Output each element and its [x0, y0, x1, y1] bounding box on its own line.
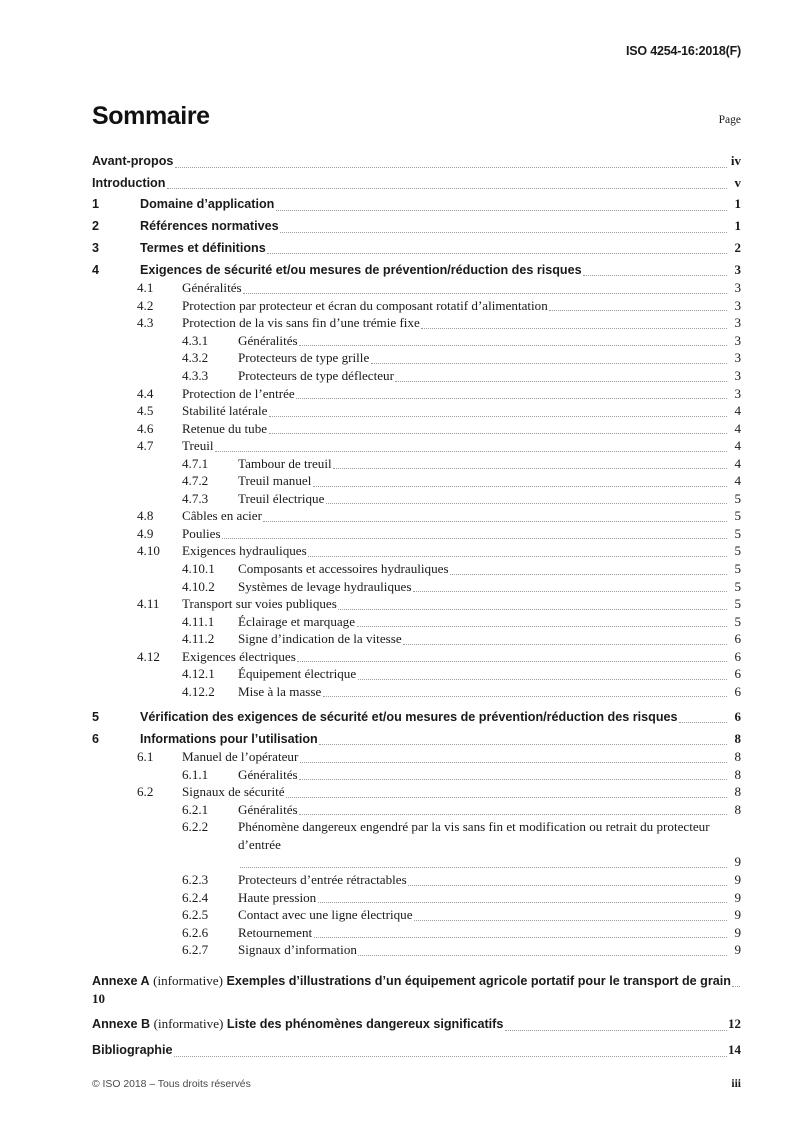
toc-entry[interactable]	[92, 239, 741, 258]
toc-entry-number: 4.7.1	[182, 455, 209, 471]
toc-entry-body	[182, 279, 741, 297]
toc-entry-number: 4.3.3	[182, 367, 209, 383]
toc-entry-number: 6.2.6	[182, 924, 209, 940]
toc-entry-number: 5	[92, 709, 100, 724]
toc-entry-body	[238, 630, 741, 648]
toc-entry[interactable]	[92, 195, 741, 214]
toc-leader-dots	[296, 398, 726, 399]
toc-entry-body	[238, 889, 741, 907]
toc-entry[interactable]	[92, 490, 741, 508]
toc-leader-dots	[318, 902, 727, 903]
toc-entry-body	[238, 906, 741, 924]
toc-entry-body	[140, 708, 741, 727]
toc-leader-dots	[314, 937, 727, 938]
toc-leader-dots	[174, 1056, 727, 1057]
toc-leader-dots	[313, 486, 727, 487]
toc-leader-dots	[583, 275, 726, 276]
toc-entry[interactable]	[92, 367, 741, 385]
toc-leader-dots	[299, 814, 726, 815]
toc-entry[interactable]	[92, 437, 741, 455]
toc-entry-number: 4.7.2	[182, 473, 209, 489]
toc-leader-dots	[371, 363, 727, 364]
toc-entry[interactable]	[92, 332, 741, 350]
toc-entry-label: Introduction	[92, 175, 166, 190]
toc-leader-dots	[450, 574, 726, 575]
toc-entry-label: Mise à la masse	[238, 683, 322, 699]
toc-annex-body	[92, 1015, 741, 1034]
toc-annex-entry[interactable]	[92, 972, 741, 1008]
toc-entry[interactable]	[92, 630, 741, 648]
toc-entry-number: 6.2.2	[182, 819, 209, 835]
toc-entry-label: Vérification des exigences de sécurité et/ou mesures de prévention/réduction des risques	[140, 709, 678, 724]
toc-leader-dots	[297, 661, 726, 662]
toc-entry-body	[182, 648, 741, 666]
toc-entry-body	[182, 297, 741, 315]
toc-annex-kind: (informative)	[153, 972, 223, 988]
toc-entry-number: 4.1	[137, 280, 154, 296]
toc-entry-number: 4.5	[137, 403, 154, 419]
toc-leader-dots	[222, 538, 726, 539]
toc-entry-label: Protection de la vis sans fin d’une trémie fixe	[182, 315, 420, 331]
toc-entry-number: 4.3.1	[182, 332, 209, 348]
toc-entry-page: 5	[734, 543, 741, 559]
toc-entry-label: Généralités	[182, 280, 242, 296]
toc-entry-label: Protecteurs de type grille	[238, 350, 370, 366]
toc-entry[interactable]	[92, 402, 741, 420]
toc-entry-number: 4.2	[137, 297, 154, 313]
toc-annex-body	[92, 972, 741, 1008]
toc-entry-page: 4	[734, 438, 741, 454]
toc-entry-number: 1	[92, 197, 100, 212]
toc-annex-prefix: Bibliographie	[92, 1043, 173, 1058]
toc-entry-number: 6.2.7	[182, 942, 209, 958]
toc-annex-entry[interactable]	[92, 1015, 741, 1034]
toc-entry-body	[238, 613, 741, 631]
toc-leader-dots	[319, 744, 726, 745]
toc-entry-body	[238, 924, 741, 942]
toc-entry-page: 9	[734, 889, 741, 905]
page-folio: iii	[731, 1078, 741, 1090]
toc-entry-body	[238, 455, 741, 473]
toc-leader-dots	[413, 591, 727, 592]
toc-annex-label: Exemples d’illustrations d’un équipement agricole portatif pour le transport de grain	[226, 973, 731, 988]
toc-entry-number: 4.11	[137, 596, 160, 612]
toc-entry-page: 9	[734, 924, 741, 940]
toc-entry[interactable]	[92, 818, 741, 871]
toc-entry-body	[140, 217, 741, 236]
toc-leader-dots	[357, 626, 727, 627]
toc-entry[interactable]	[92, 507, 741, 525]
toc-entry-page: 9	[734, 942, 741, 958]
toc-entry-page: 4	[734, 403, 741, 419]
toc-entry-page: 1	[734, 218, 741, 234]
toc-annex-kind: (informative)	[153, 1016, 224, 1032]
toc-leader-dots	[240, 867, 727, 868]
toc-leader-dots	[308, 556, 726, 557]
page-footer	[92, 1078, 741, 1090]
toc-entry-body	[182, 748, 741, 766]
toc-entry-label: Retournement	[238, 924, 313, 940]
toc-entry-number: 6.2.1	[182, 801, 209, 817]
toc-leader-dots	[549, 310, 726, 311]
page-column-label: Page	[718, 114, 741, 126]
toc-annex-page: 14	[728, 1042, 741, 1058]
toc-entry-page: 2	[734, 239, 741, 255]
toc-entry-label: Treuil manuel	[238, 473, 312, 489]
toc-entry-body	[238, 367, 741, 385]
toc-entry[interactable]	[92, 766, 741, 784]
toc-leader-dots	[269, 433, 727, 434]
toc-leader-dots	[269, 416, 727, 417]
toc-leader-dots	[732, 986, 739, 987]
toc-entry-body	[182, 595, 741, 613]
toc-entry-body	[238, 578, 741, 596]
toc-leader-dots	[403, 644, 726, 645]
toc-entry-page: 5	[734, 525, 741, 541]
toc-entry-label: Retenue du tube	[182, 420, 268, 436]
toc-entry-body	[182, 402, 741, 420]
toc-entry-body	[92, 174, 741, 193]
toc-entry-body	[238, 801, 741, 819]
toc-entry-body	[238, 560, 741, 578]
toc-entry-page: 5	[734, 490, 741, 506]
toc-entry[interactable]	[92, 801, 741, 819]
toc-entry-body	[140, 195, 741, 214]
toc-entry-label: Phénomène dangereux engendré par la vis sans fin et modification ou retrait du protecteur d’entrée	[238, 819, 710, 852]
toc-entry[interactable]	[92, 613, 741, 631]
toc-entry[interactable]	[92, 578, 741, 596]
toc-leader-dots	[358, 679, 727, 680]
copyright-notice: © ISO 2018 – Tous droits réservés	[92, 1079, 251, 1090]
toc-entry-label: Signaux de sécurité	[182, 784, 285, 800]
toc-annex-page: 10	[92, 991, 105, 1007]
toc-entry-page: 3	[734, 385, 741, 401]
toc-entry-label: Câbles en acier	[182, 508, 262, 524]
toc-leader-dots	[333, 468, 726, 469]
toc-entry-body	[238, 349, 741, 367]
toc-entry-body	[238, 766, 741, 784]
toc-entry-body	[238, 941, 741, 959]
toc-entry-page: 9	[734, 854, 741, 870]
toc-entry-label: Protection de l’entrée	[182, 385, 295, 401]
toc-entry-page: 3	[734, 350, 741, 366]
toc-entry-page: 4	[734, 473, 741, 489]
toc-annex-entry[interactable]	[92, 1041, 741, 1060]
toc-entry-body	[182, 783, 741, 801]
toc-entry-page: v	[734, 174, 741, 190]
toc-entry-page: 3	[734, 297, 741, 313]
toc-entry-label: Composants et accessoires hydrauliques	[238, 560, 449, 576]
toc-entry[interactable]	[92, 525, 741, 543]
toc-entry-number: 4.9	[137, 525, 154, 541]
toc-entry-page: 6	[734, 708, 741, 724]
toc-leader-dots	[267, 253, 726, 254]
toc-leader-dots	[300, 762, 727, 763]
toc-entry-page: 8	[734, 749, 741, 765]
toc-leader-dots	[263, 521, 726, 522]
toc-leader-dots	[299, 345, 726, 346]
toc-entry-number: 4.10	[137, 543, 160, 559]
toc-entry-page: 9	[734, 907, 741, 923]
toc-entry-number: 4.12.2	[182, 683, 215, 699]
toc-entry-body	[238, 472, 741, 490]
toc-entry[interactable]	[92, 314, 741, 332]
toc-entry-body	[238, 818, 741, 871]
toc-entry-number: 2	[92, 219, 100, 234]
toc-entry-page: iv	[730, 153, 741, 168]
table-of-contents	[92, 152, 741, 1060]
toc-entry-page: 3	[734, 280, 741, 296]
toc-entry-label: Signaux d’information	[238, 942, 357, 958]
toc-entry-body	[238, 665, 741, 683]
toc-entry-number: 6.1.1	[182, 766, 209, 782]
toc-entry-label: Signe d’indication de la vitesse	[238, 631, 402, 647]
toc-entry-label: Domaine d’application	[140, 197, 275, 212]
toc-entry-label: Équipement électrique	[238, 666, 357, 682]
toc-entry-body	[182, 314, 741, 332]
toc-entry-number: 3	[92, 240, 100, 255]
toc-entry-page: 6	[734, 666, 741, 682]
toc-entry[interactable]	[92, 683, 741, 701]
toc-entry-page: 5	[734, 508, 741, 524]
toc-entry[interactable]	[92, 595, 741, 613]
toc-entry-number: 4.12.1	[182, 666, 215, 682]
toc-entry-label: Stabilité latérale	[182, 403, 268, 419]
toc-entry-number: 4.10.1	[182, 560, 215, 576]
toc-entry-label: Poulies	[182, 525, 221, 541]
toc-leader-dots	[505, 1030, 727, 1031]
toc-leader-dots	[175, 167, 727, 168]
toc-entry-page: 5	[734, 578, 741, 594]
toc-entry-page: 3	[734, 332, 741, 348]
toc-leader-dots	[414, 920, 726, 921]
toc-entry-label: Termes et définitions	[140, 240, 266, 255]
toc-entry-label: Généralités	[238, 801, 298, 817]
toc-entry-label: Haute pression	[238, 889, 317, 905]
toc-entry-page: 8	[734, 730, 741, 746]
toc-entry-body	[140, 730, 741, 749]
toc-annex-body	[92, 1041, 741, 1060]
toc-entry-number: 4.4	[137, 385, 154, 401]
toc-entry-number: 4.12	[137, 648, 160, 664]
toc-entry-page: 8	[734, 784, 741, 800]
toc-leader-dots	[408, 885, 726, 886]
toc-entry-number: 4.7	[137, 438, 154, 454]
toc-entry[interactable]	[92, 783, 741, 801]
toc-entry-number: 6.2.4	[182, 889, 209, 905]
toc-entry[interactable]	[92, 279, 741, 297]
toc-entry-number: 4.11.1	[182, 613, 215, 629]
toc-entry-page: 8	[734, 801, 741, 817]
toc-header	[92, 104, 741, 129]
toc-leader-dots	[280, 232, 726, 233]
toc-entry[interactable]	[92, 542, 741, 560]
toc-entry-label: Informations pour l’utilisation	[140, 731, 318, 746]
toc-entry-label: Protecteurs de type déflecteur	[238, 367, 394, 383]
toc-leader-dots	[395, 381, 726, 382]
toc-entry-page: 9	[734, 871, 741, 887]
toc-entry-page: 3	[734, 367, 741, 383]
toc-entry-page: 6	[734, 631, 741, 647]
toc-entry[interactable]	[92, 472, 741, 490]
toc-entry-label: Contact avec une ligne électrique	[238, 907, 413, 923]
toc-entry-page: 5	[734, 613, 741, 629]
toc-entry-label: Tambour de treuil	[238, 455, 332, 471]
toc-entry-label: Protecteurs d’entrée rétractables	[238, 871, 407, 887]
toc-entry-page: 4	[734, 420, 741, 436]
toc-entry[interactable]	[92, 349, 741, 367]
toc-entry-label: Transport sur voies publiques	[182, 596, 337, 612]
toc-entry-body	[238, 490, 741, 508]
page-title: Sommaire	[92, 102, 210, 130]
toc-entry-label: Systèmes de levage hydrauliques	[238, 578, 412, 594]
toc-entry[interactable]	[92, 455, 741, 473]
toc-entry[interactable]	[92, 871, 741, 889]
toc-entry-page: 5	[734, 560, 741, 576]
toc-entry-page: 8	[734, 766, 741, 782]
toc-entry[interactable]	[92, 152, 741, 171]
toc-entry[interactable]	[92, 174, 741, 193]
toc-leader-dots	[338, 609, 726, 610]
toc-entry-label: Exigences hydrauliques	[182, 543, 307, 559]
toc-annex-prefix: Annexe B	[92, 1017, 151, 1032]
toc-entry[interactable]	[92, 560, 741, 578]
toc-entry-body	[182, 542, 741, 560]
toc-leader-dots	[243, 293, 726, 294]
toc-entry-body	[238, 683, 741, 701]
toc-leader-dots	[421, 328, 726, 329]
toc-entry[interactable]	[92, 889, 741, 907]
toc-entry-label: Éclairage et marquage	[238, 613, 356, 629]
toc-entry[interactable]	[92, 420, 741, 438]
toc-entry[interactable]	[92, 906, 741, 924]
toc-entry-page: 6	[734, 683, 741, 699]
document-reference: ISO 4254-16:2018(F)	[625, 44, 741, 58]
toc-entry-body	[238, 871, 741, 889]
toc-entry-number: 6	[92, 731, 100, 746]
toc-entry-number: 4	[92, 262, 100, 277]
toc-entry-number: 4.7.3	[182, 490, 209, 506]
toc-leader-dots	[323, 696, 727, 697]
toc-entry-number: 4.3.2	[182, 350, 209, 366]
toc-entry[interactable]	[92, 648, 741, 666]
toc-leader-dots	[286, 797, 726, 798]
toc-entry-label: Généralités	[238, 332, 298, 348]
toc-entry-page: 4	[734, 455, 741, 471]
toc-entry-body	[140, 261, 741, 280]
toc-entry-number: 4.3	[137, 315, 154, 331]
toc-entry-body	[92, 152, 741, 171]
toc-entry-page: 6	[734, 648, 741, 664]
toc-entry[interactable]	[92, 748, 741, 766]
toc-entry-body	[182, 507, 741, 525]
toc-entry-number: 6.2.3	[182, 871, 209, 887]
toc-entry[interactable]	[92, 730, 741, 749]
toc-entry-body	[182, 525, 741, 543]
toc-entry[interactable]	[92, 297, 741, 315]
toc-entry-label: Treuil électrique	[238, 490, 325, 506]
toc-entry[interactable]	[92, 708, 741, 727]
toc-annex-prefix: Annexe A	[92, 973, 150, 988]
toc-leader-dots	[167, 188, 727, 189]
toc-entry-body	[182, 420, 741, 438]
toc-entry-label: Avant-propos	[92, 154, 174, 168]
toc-entry-number: 4.8	[137, 508, 154, 524]
toc-entry-body	[182, 385, 741, 403]
toc-entry-label: Treuil	[182, 438, 214, 454]
toc-annex-page: 12	[728, 1016, 741, 1032]
toc-annex-label: Liste des phénomènes dangereux significatifs	[226, 1017, 504, 1032]
toc-entry-number: 4.11.2	[182, 631, 215, 647]
toc-entry-number: 4.6	[137, 420, 154, 436]
toc-entry[interactable]	[92, 261, 741, 280]
toc-entry[interactable]	[92, 941, 741, 959]
toc-entry-body	[140, 239, 741, 258]
toc-leader-dots	[326, 503, 727, 504]
toc-leader-dots	[299, 779, 726, 780]
toc-entry[interactable]	[92, 217, 741, 236]
toc-entry-page: 5	[734, 596, 741, 612]
toc-leader-dots	[358, 955, 726, 956]
toc-entry-body	[238, 332, 741, 350]
toc-entry-label: Manuel de l’opérateur	[182, 749, 299, 765]
toc-entry-number: 4.10.2	[182, 578, 215, 594]
toc-leader-dots	[276, 210, 727, 211]
toc-entry[interactable]	[92, 665, 741, 683]
toc-entry-label: Références normatives	[140, 219, 279, 234]
toc-leader-dots	[215, 451, 726, 452]
toc-entry-page: 3	[734, 315, 741, 331]
toc-entry-label: Généralités	[238, 766, 298, 782]
toc-entry-label: Exigences de sécurité et/ou mesures de prévention/réduction des risques	[140, 262, 582, 277]
toc-entry[interactable]	[92, 385, 741, 403]
toc-entry-number: 6.2	[137, 784, 154, 800]
toc-entry-label: Exigences électriques	[182, 648, 296, 664]
toc-entry-body	[182, 437, 741, 455]
toc-entry-page: 3	[734, 261, 741, 277]
toc-entry-number: 6.1	[137, 749, 154, 765]
toc-entry-label: Protection par protecteur et écran du composant rotatif d’alimentation	[182, 297, 548, 313]
toc-entry[interactable]	[92, 924, 741, 942]
toc-entry-number: 6.2.5	[182, 907, 209, 923]
toc-entry-page: 1	[734, 196, 741, 212]
toc-leader-dots	[679, 722, 726, 723]
